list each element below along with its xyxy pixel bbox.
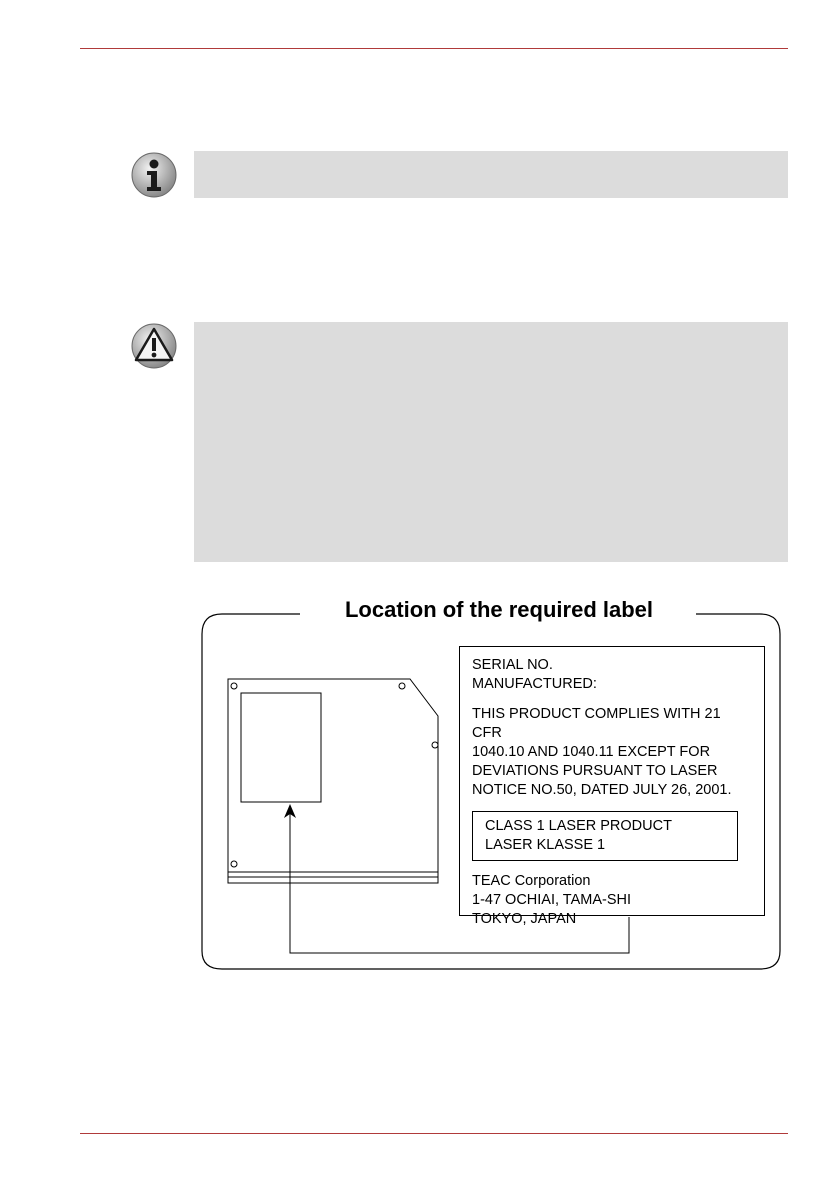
- manufacturer-line: TOKYO, JAPAN: [472, 911, 577, 927]
- compliance-line: DEVIATIONS PURSUANT TO LASER: [472, 763, 718, 779]
- note-callout: [194, 151, 788, 198]
- manufactured-line: MANUFACTURED:: [472, 676, 597, 692]
- laser-class-line: LASER KLASSE 1: [485, 837, 606, 853]
- compliance-line: NOTICE NO.50, DATED JULY 26, 2001.: [472, 782, 732, 798]
- manufacturer-block: [472, 872, 752, 929]
- caution-callout: [194, 322, 788, 562]
- compliance-line: THIS PRODUCT COMPLIES WITH 21 CFR: [472, 706, 721, 741]
- serial-line: SERIAL NO.: [472, 657, 553, 673]
- warning-icon: [130, 322, 178, 370]
- laser-label: [459, 646, 765, 927]
- info-icon: [130, 151, 178, 199]
- laser-class-line: CLASS 1 LASER PRODUCT: [485, 818, 672, 834]
- compliance-text: [472, 705, 752, 800]
- footer-rule: [80, 1133, 788, 1134]
- compliance-line: 1040.10 AND 1040.11 EXCEPT FOR: [472, 744, 711, 760]
- figure-title: Location of the required label: [304, 596, 694, 624]
- laser-class-box: [472, 811, 738, 861]
- label-location-figure: [200, 596, 782, 972]
- manufacturer-line: 1-47 OCHIAI, TAMA-SHI: [472, 892, 631, 908]
- manufacturer-line: TEAC Corporation: [472, 873, 591, 889]
- header-rule: [80, 48, 788, 49]
